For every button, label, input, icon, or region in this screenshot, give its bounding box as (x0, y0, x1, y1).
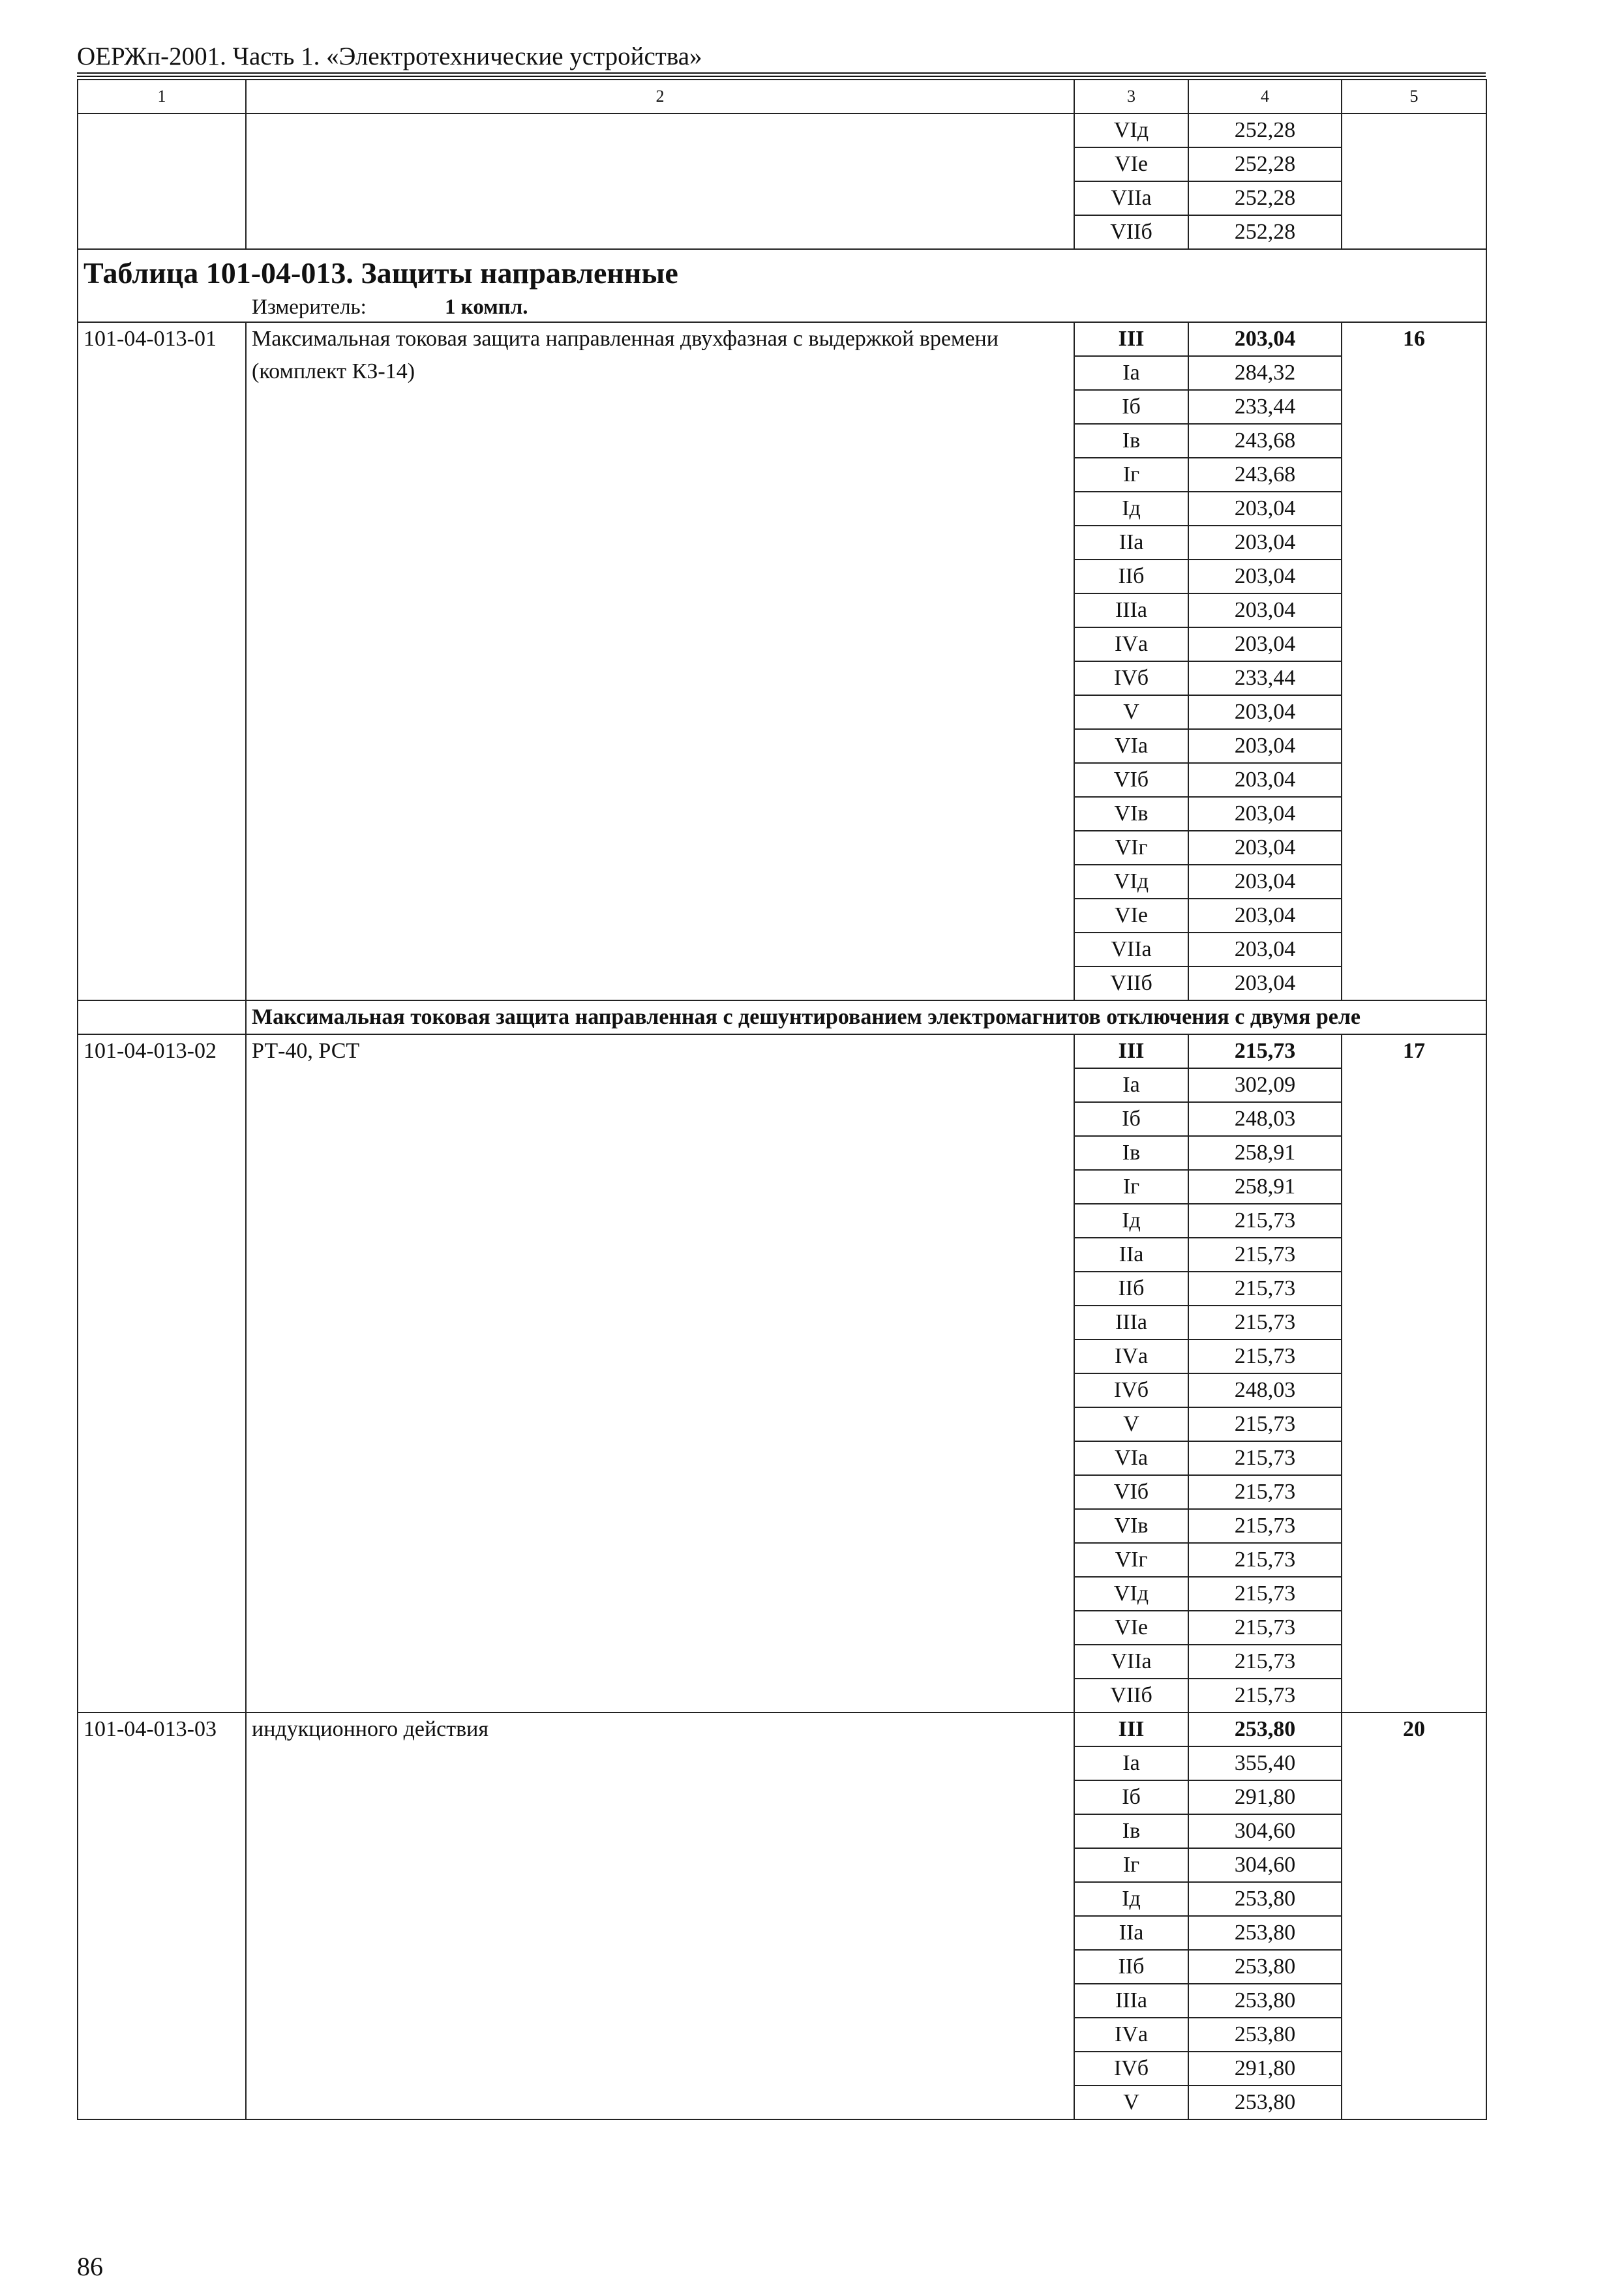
col5-cell: 20 (1342, 1713, 1486, 2119)
zone-cell: IIIа (1074, 1306, 1188, 1339)
zone-cell: Iб (1074, 390, 1188, 424)
column-number: 1 (78, 80, 246, 113)
zone-cell: Iд (1074, 492, 1188, 526)
zone-cell: V (1074, 1407, 1188, 1441)
description-cell: Максимальная токовая защита направленная двухфазная с выдержкой времени (комплект КЗ-14) (246, 322, 1074, 1000)
price-table (77, 79, 1487, 2120)
zone-cell: Iа (1074, 1068, 1188, 1102)
description-cell (246, 113, 1074, 249)
zone-cell: VIв (1074, 1509, 1188, 1543)
price-cell: 233,44 (1188, 390, 1342, 424)
zone-cell: III (1074, 1713, 1188, 1746)
zone-cell: Iв (1074, 424, 1188, 458)
zone-cell: IVа (1074, 1339, 1188, 1373)
zone-cell: IVа (1074, 627, 1188, 661)
price-cell: 215,73 (1188, 1509, 1342, 1543)
zone-cell: Iа (1074, 356, 1188, 390)
price-cell: 203,04 (1188, 865, 1342, 899)
zone-cell: VIг (1074, 831, 1188, 865)
zone-cell: VIIб (1074, 215, 1188, 249)
code-cell: 101-04-013-03 (78, 1713, 246, 2119)
price-cell: 253,80 (1188, 1950, 1342, 1984)
price-cell: 252,28 (1188, 113, 1342, 147)
zone-cell: VIIб (1074, 1679, 1188, 1713)
price-cell: 302,09 (1188, 1068, 1342, 1102)
price-cell: 253,80 (1188, 1916, 1342, 1950)
price-cell: 203,04 (1188, 966, 1342, 1000)
price-cell: 304,60 (1188, 1848, 1342, 1882)
column-number: 2 (246, 80, 1074, 113)
price-cell: 203,04 (1188, 797, 1342, 831)
price-cell: 215,73 (1188, 1543, 1342, 1577)
zone-cell: Iв (1074, 1136, 1188, 1170)
page-number: 86 (77, 2252, 103, 2281)
price-cell: 215,73 (1188, 1475, 1342, 1509)
price-cell: 253,80 (1188, 1984, 1342, 2018)
zone-cell: Iб (1074, 1780, 1188, 1814)
price-cell: 203,04 (1188, 695, 1342, 729)
page-header: ОЕРЖп-2001. Часть 1. «Электротехнические устройства» (77, 42, 702, 70)
meter-value: 1 компл. (445, 295, 528, 319)
zone-cell: VIе (1074, 899, 1188, 933)
code-cell: 101-04-013-02 (78, 1034, 246, 1713)
price-cell: 253,80 (1188, 2018, 1342, 2052)
zone-cell: VIе (1074, 147, 1188, 181)
zone-cell: VIа (1074, 1441, 1188, 1475)
zone-cell: Iв (1074, 1814, 1188, 1848)
col5-cell: 17 (1342, 1034, 1486, 1713)
price-cell: 304,60 (1188, 1814, 1342, 1848)
price-cell: 203,04 (1188, 526, 1342, 560)
zone-cell: VIIа (1074, 181, 1188, 215)
zone-cell: IVб (1074, 2052, 1188, 2086)
price-cell: 215,73 (1188, 1441, 1342, 1475)
zone-cell: VIб (1074, 1475, 1188, 1509)
col5-cell: 16 (1342, 322, 1486, 1000)
price-cell: 203,04 (1188, 729, 1342, 763)
table-row (78, 113, 1486, 147)
meter-line (83, 293, 1481, 322)
col5-cell (1342, 113, 1486, 249)
price-cell: 215,73 (1188, 1577, 1342, 1611)
zone-cell: VIд (1074, 865, 1188, 899)
price-cell: 252,28 (1188, 147, 1342, 181)
zone-cell: IVб (1074, 661, 1188, 695)
zone-cell: Iб (1074, 1102, 1188, 1136)
price-cell: 203,04 (1188, 763, 1342, 797)
price-cell: 355,40 (1188, 1746, 1342, 1780)
price-cell: 258,91 (1188, 1136, 1342, 1170)
zone-cell: VIIа (1074, 933, 1188, 966)
zone-cell: IIа (1074, 526, 1188, 560)
zone-cell: V (1074, 2086, 1188, 2119)
price-cell: 203,04 (1188, 627, 1342, 661)
zone-cell: IVб (1074, 1373, 1188, 1407)
price-cell: 291,80 (1188, 1780, 1342, 1814)
zone-cell: Iг (1074, 1848, 1188, 1882)
zone-cell: Iд (1074, 1882, 1188, 1916)
subheader-row (78, 1000, 1486, 1034)
zone-cell: VIд (1074, 1577, 1188, 1611)
price-cell: 215,73 (1188, 1204, 1342, 1238)
table-row (78, 322, 1486, 356)
price-cell: 284,32 (1188, 356, 1342, 390)
zone-cell: VIа (1074, 729, 1188, 763)
zone-cell: VIIа (1074, 1645, 1188, 1679)
table-title: Таблица 101-04-013. Защиты направленные (83, 256, 678, 290)
price-cell: 203,04 (1188, 831, 1342, 865)
code-cell (78, 1000, 246, 1034)
zone-cell: IVа (1074, 2018, 1188, 2052)
description-cell: индукционного действия (246, 1713, 1074, 2119)
price-cell: 248,03 (1188, 1102, 1342, 1136)
column-number: 5 (1342, 80, 1486, 113)
zone-cell: IIб (1074, 1272, 1188, 1306)
price-cell: 252,28 (1188, 181, 1342, 215)
zone-cell: Iг (1074, 1170, 1188, 1204)
subheader-text: Максимальная токовая защита направленная с дешунтированием электромагнитов отключения с двумя реле (246, 1000, 1486, 1034)
table-row (78, 1713, 1486, 1746)
column-number: 3 (1074, 80, 1188, 113)
zone-cell: IIIа (1074, 1984, 1188, 2018)
price-cell: 215,73 (1188, 1034, 1342, 1068)
zone-cell: IIб (1074, 560, 1188, 593)
price-cell: 291,80 (1188, 2052, 1342, 2086)
zone-cell: IIа (1074, 1916, 1188, 1950)
zone-cell: VIе (1074, 1611, 1188, 1645)
zone-cell: VIб (1074, 763, 1188, 797)
column-number: 4 (1188, 80, 1342, 113)
price-cell: 243,68 (1188, 458, 1342, 492)
price-cell: 215,73 (1188, 1339, 1342, 1373)
price-cell: 215,73 (1188, 1407, 1342, 1441)
meter-label: Измеритель: (252, 295, 367, 319)
zone-cell: IIа (1074, 1238, 1188, 1272)
price-cell: 203,04 (1188, 492, 1342, 526)
price-cell: 253,80 (1188, 2086, 1342, 2119)
zone-cell: VIд (1074, 113, 1188, 147)
price-cell: 253,80 (1188, 1713, 1342, 1746)
price-cell: 203,04 (1188, 593, 1342, 627)
table-title-row (78, 249, 1486, 322)
zone-cell: VIIб (1074, 966, 1188, 1000)
price-cell: 248,03 (1188, 1373, 1342, 1407)
price-cell: 215,73 (1188, 1306, 1342, 1339)
zone-cell: Iа (1074, 1746, 1188, 1780)
price-cell: 252,28 (1188, 215, 1342, 249)
price-cell: 215,73 (1188, 1679, 1342, 1713)
zone-cell: VIг (1074, 1543, 1188, 1577)
price-cell: 233,44 (1188, 661, 1342, 695)
description-cell: РТ-40, РСТ (246, 1034, 1074, 1713)
price-cell: 215,73 (1188, 1238, 1342, 1272)
price-cell: 253,80 (1188, 1882, 1342, 1916)
price-cell: 215,73 (1188, 1611, 1342, 1645)
price-cell: 203,04 (1188, 560, 1342, 593)
code-cell (78, 113, 246, 249)
zone-cell: VIв (1074, 797, 1188, 831)
price-cell: 203,04 (1188, 933, 1342, 966)
price-cell: 243,68 (1188, 424, 1342, 458)
zone-cell: IIIа (1074, 593, 1188, 627)
price-cell: 203,04 (1188, 899, 1342, 933)
price-cell: 203,04 (1188, 322, 1342, 356)
zone-cell: Iг (1074, 458, 1188, 492)
zone-cell: III (1074, 1034, 1188, 1068)
table-title-cell (78, 249, 1486, 322)
price-cell: 258,91 (1188, 1170, 1342, 1204)
zone-cell: III (1074, 322, 1188, 356)
price-cell: 215,73 (1188, 1272, 1342, 1306)
zone-cell: V (1074, 695, 1188, 729)
zone-cell: IIб (1074, 1950, 1188, 1984)
header-rule (77, 72, 1486, 77)
code-cell: 101-04-013-01 (78, 322, 246, 1000)
table-row (78, 1034, 1486, 1068)
column-number-row (78, 80, 1486, 113)
price-cell: 215,73 (1188, 1645, 1342, 1679)
zone-cell: Iд (1074, 1204, 1188, 1238)
